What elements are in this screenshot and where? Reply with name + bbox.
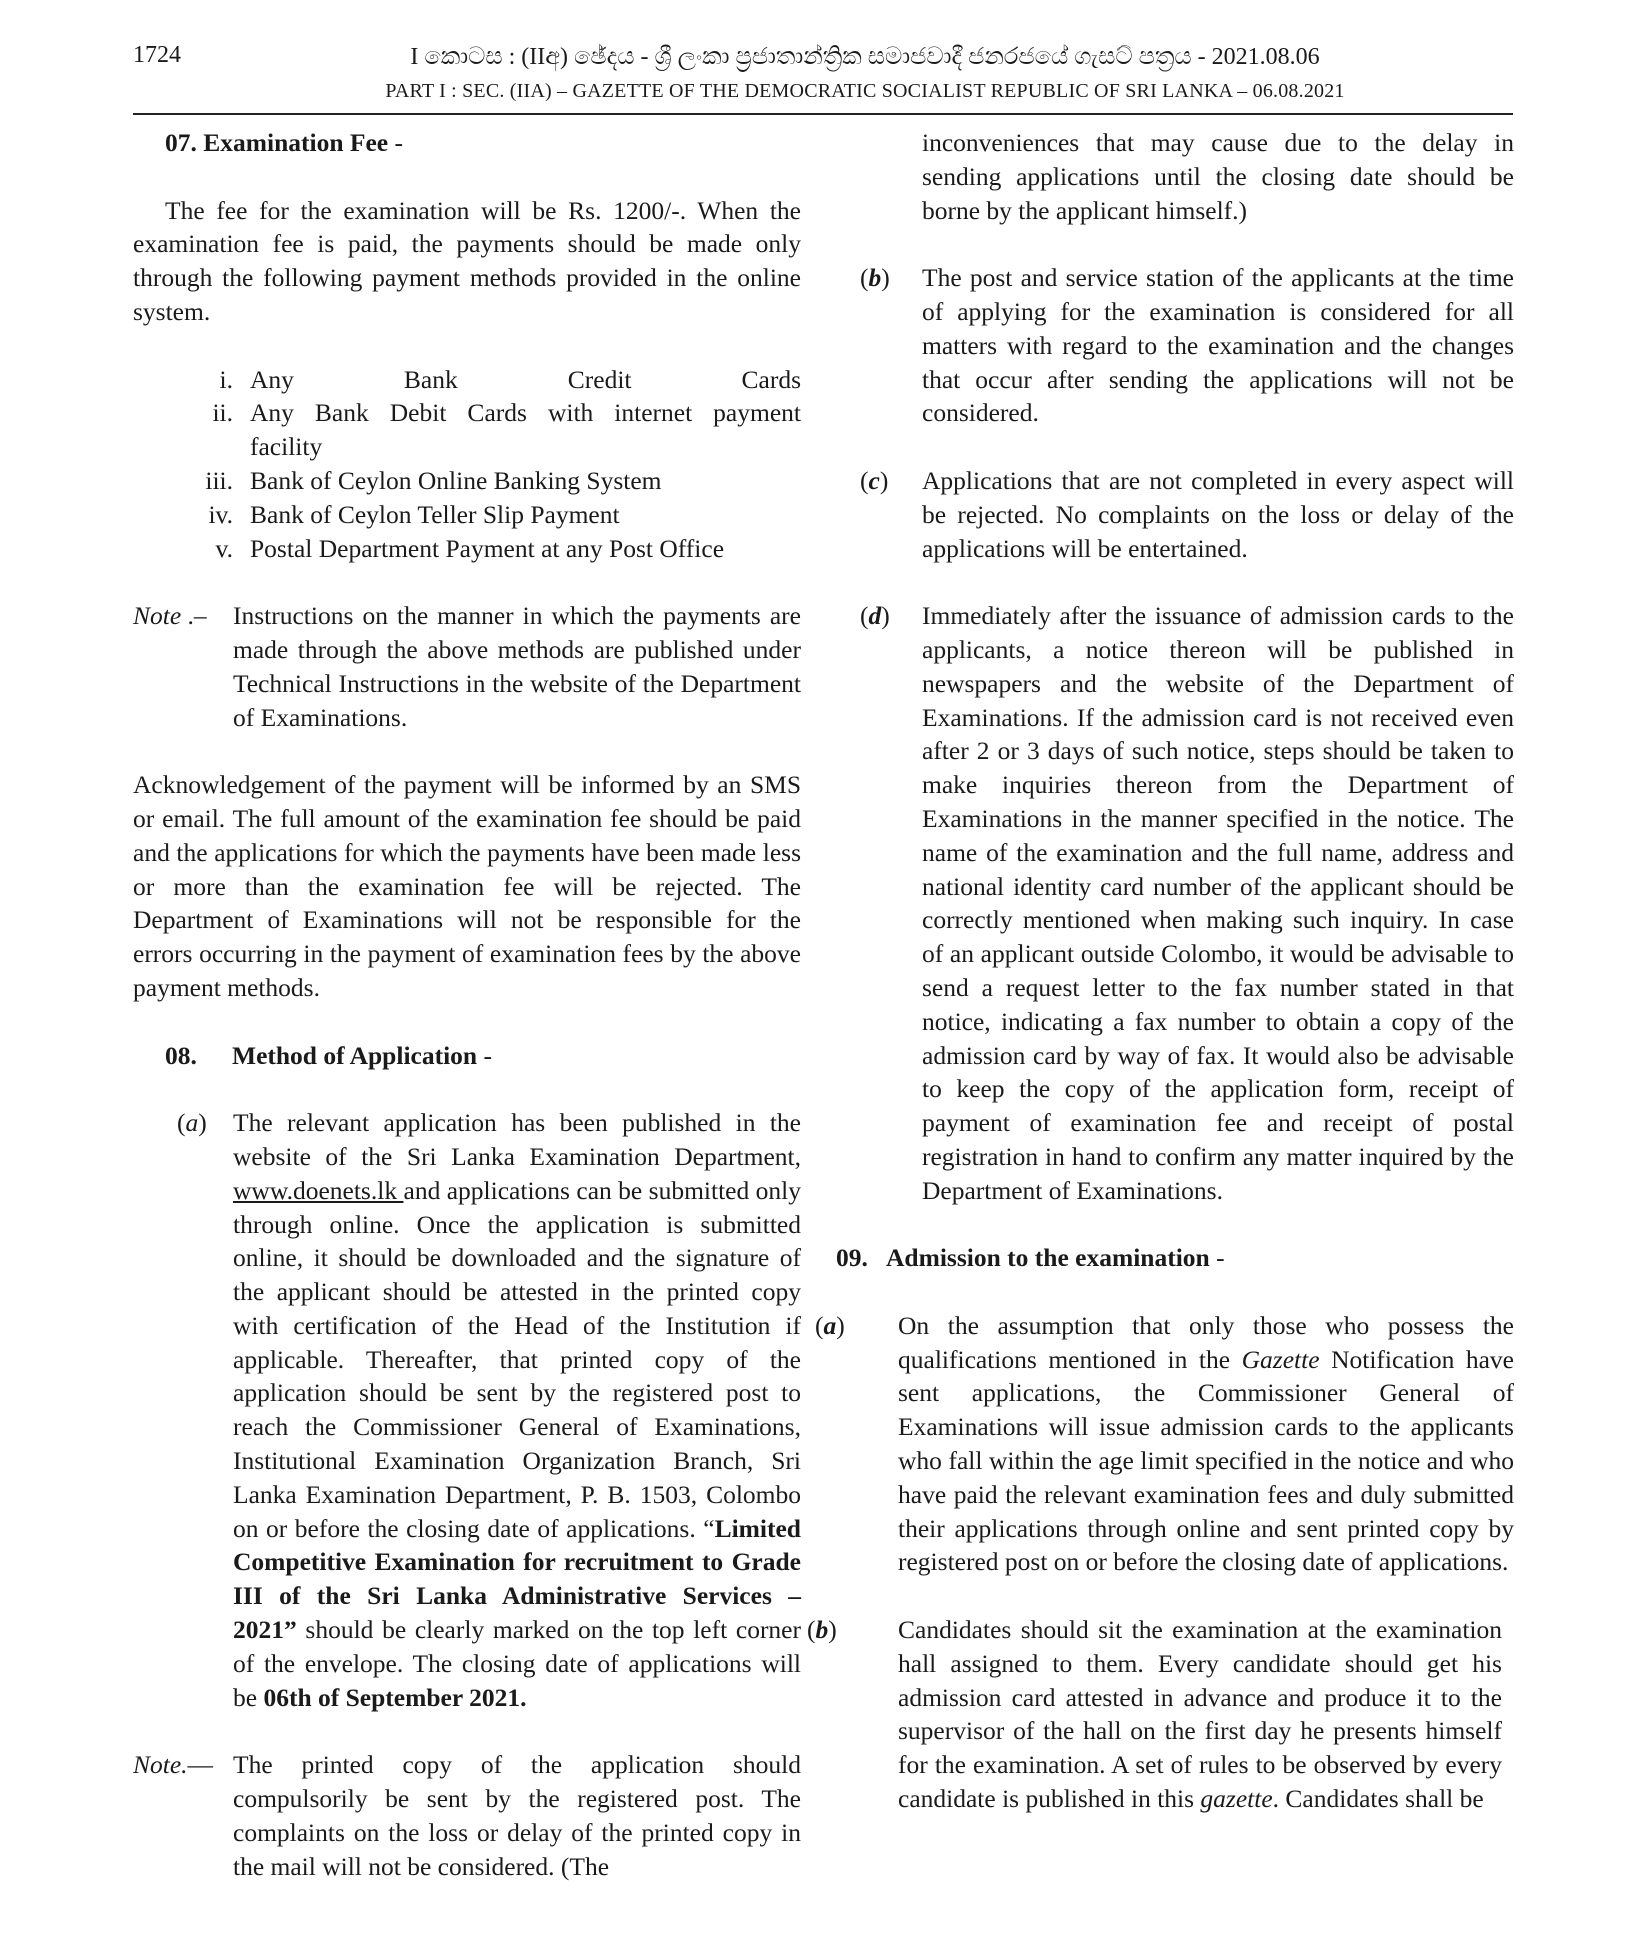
gazette-title-english: PART I : SEC. (IIA) – GAZETTE OF THE DEMOCRATIC SOCIALIST REPUBLIC OF SRI LANKA – 06.08.2021 (385, 80, 1345, 102)
section-07-intro: The fee for the examination will be Rs. 1200/-. When the examination fee is paid, the payments should be made only through the following payment methods provided in the online system. (133, 195, 801, 326)
note-registered-post: Note.— The printed copy of the application should compulsorily be sent by the registered post. The complaints on the loss or delay of the printed copy in the mail will not be considered. (The (133, 1750, 801, 1881)
section-08-item-a: (a) The relevant application has been published in the website of the Sri Lanka Examination Department, www.doenets.lk and applications can be submitted only through online. Once the application is submitted online, it should be downloaded and the signature of the applicant should be attested in the printed copy with certification of the Head of the Institution if applicable. Thereafter, that printed copy of the application should be sent by the registered post to reach the Commissioner General of Examinations, Institutional Examination Organization Branch, Sri Lanka Examination Department, P. B. 1503, Colombo on or before the closing date of applications. “Limited Competitive Examination for recruitment to Grade III of the Sri Lanka Administrative Services – 2021” should be clearly marked on the top left corner of the envelope. The closing date of applications will be 06th of September 2021. (177, 1108, 802, 1712)
section-08-heading: 08. Method of Application - (165, 1040, 492, 1070)
page-number: 1724 (133, 42, 181, 68)
gazette-title-sinhala: I කොටස : (IIඅ) ඡේදය - ශ්‍රී ලංකා ප්‍රජාතාන්ත්‍රික සමාජවාදී ජනරජයේ ගැසට් පත්‍රය - 2021.08.06 (410, 44, 1320, 70)
section-09-item-a: (a) On the assumption that only those who possess the qualifications mentioned in the Gazette Notification have sent applications, the Commissioner General of Examinations will issue admission cards to the applicants who fall within the age limit specified in the notice and who have paid the relevant examination fees and duly submitted their applications through online and sent printed copy by registered post on or before the closing date of applications. (815, 1310, 1515, 1577)
list-item: facility (250, 432, 323, 462)
section-08-item-b: (b) The post and service station of the applicants at the time of applying for the examination is considered for all matters with regard to the examination and the changes that occur after sending the applications will not be considered. (860, 263, 1514, 428)
list-item: i. Any Bank Credit Cards (219, 364, 801, 394)
payment-methods-list (133, 363, 801, 566)
section-08-item-d: (d) Immediately after the issuance of admission cards to the applicants, a notice thereon will be published in newspapers and the website of the Department of Examinations. If the admission card is not received even after 2 or 3 days of such notice, steps should be taken to make inquiries thereon from the Department of Examinations in the manner specified in the notice. The name of the examination and the full name, address and national identity card number of the applicant should be correctly mentioned when making such inquiry. In case of an applicant outside Colombo, it would be advisable to send a request letter to the fax number stated in that notice, indicating a fax number to obtain a copy of the admission card by way of fax. It would also be advisable to keep the copy of the application form, receipt of payment of examination fee and receipt of postal registration in hand to confirm any matter inquired by the Department of Examinations. (860, 601, 1514, 1205)
note-payment-instructions: Note .– Instructions on the manner in which the payments are made through the above methods are published under Technical Instructions in the website of the Department of Examinations. (133, 601, 801, 732)
note-continuation: inconveniences that may cause due to the delay in sending applications until the closing date should be borne by the applicant himself.) (922, 128, 1514, 225)
section-08-item-c: (c) Applications that are not completed in every aspect will be rejected. No complaints on the loss or delay of the applications will be entertained. (860, 465, 1514, 563)
doenets-link[interactable]: www.doenets.lk (233, 1175, 404, 1205)
list-item: iv. Bank of Ceylon Teller Slip Payment (208, 499, 620, 529)
right-column (807, 126, 1515, 1816)
list-item: iii. Bank of Ceylon Online Banking System (205, 465, 662, 495)
left-column (133, 126, 801, 1883)
section-07-heading: 07. Examination Fee - (165, 128, 403, 157)
section-09-heading: 09. Admission to the examination - (836, 1243, 1225, 1273)
section-09-item-b: (b) Candidates should sit the examination at the examination hall assigned to them. Every candidate should get his admission card attested in advance and produce it to the supervisor of the hall on the first day he presents himself for the examination. A set of rules to be observed by every candidate is published in this gazette. Candidates shall be (807, 1615, 1502, 1814)
header-rule (133, 113, 1513, 115)
list-item: ii. Any Bank Debit Cards with internet payment (212, 398, 801, 428)
acknowledgement-paragraph: Acknowledgement of the payment will be informed by an SMS or email. The full amount of the examination fee should be paid and the applications for which the payments have been made less or more than the examination fee will be rejected. The Department of Examinations will not be responsible for the errors occurring in the payment of examination fees by the above payment methods. (133, 770, 801, 1002)
list-item: v. Postal Department Payment at any Post Office (215, 533, 725, 563)
